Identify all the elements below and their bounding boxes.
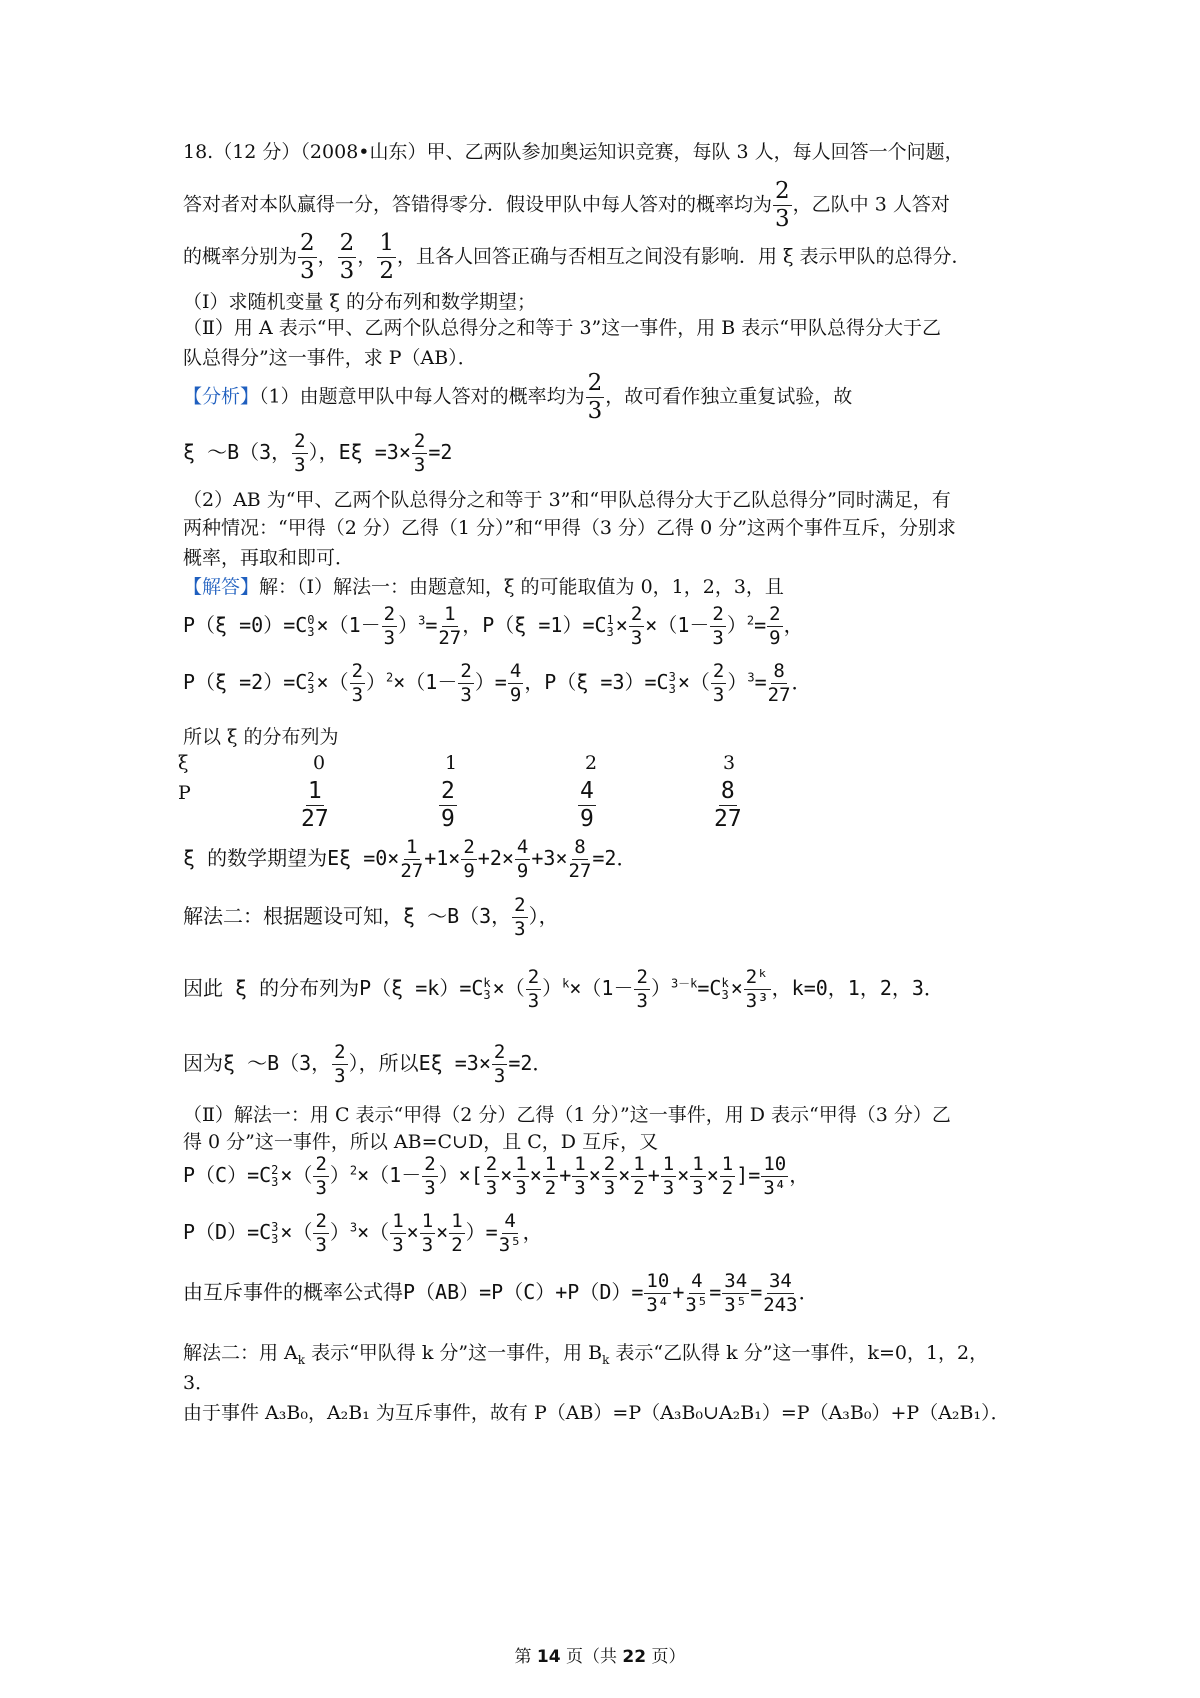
prob-formula-0-1: P（ξ =0）=C 0 3 ×（1－ $\frac{2}{3}$ ）$^3$= $\frac{1}{27}$ ，P（ξ =1）=C 1 3 × $\frac{2}{3}$ ×（1－ $\frac{2}{3}$ ）$^2$= $\frac{2}{9}$ ，	[183, 603, 804, 649]
page-footer: 第 14 页（共 22 页）	[514, 1647, 686, 1667]
current-page: 14	[536, 1647, 561, 1667]
table-row-label: P	[178, 782, 191, 804]
solution-tag: 【解答】	[183, 576, 260, 598]
method-2-expectation: 因为ξ ～B（3， $\frac{2}{3}$ ），所以Eξ =3× $\frac{2}{3}$ =2．	[183, 1041, 553, 1087]
question-2b: 队总得分”这一事件，求 P（AB）．	[183, 347, 477, 369]
problem-line-2: 答对者对本队赢得一分，答错得零分．假设甲队中每人答对的概率均为 $\frac{2}{3}$ ，乙队中 3 人答对	[183, 178, 950, 232]
problem-line-3: 的概率分别为 $\frac{2}{3}$ ， $\frac{2}{3}$ ， $\frac{1}{2}$ ，且各人回答正确与否相互之间没有影响．用 ξ 表示甲队的总得分．	[183, 230, 971, 284]
table-row-label: ξ	[178, 752, 189, 774]
table-prob: $\frac{8}{27}$	[714, 778, 742, 832]
prob-c-formula: P（C）=C 2 3 ×（ $\frac{2}{3}$ ）$^2$×（1－ $\frac{2}{3}$ ）×[ $\frac{2}{3}$ × $\frac{1}{3}$ × $\frac{1}{2}$ + $\frac{1}{3}$ × $\frac{2}{3}$ × $\frac{1}{2}$ + $\frac{1}{3}$ × $\frac{1}{3}$ × $\frac{1}{2}$ ]= $\frac{10}{\text{3⁴}}$ ，	[183, 1153, 810, 1199]
problem-line-1: 18.（12 分）（2008•山东）甲、乙两队参加奥运知识竞赛，每队 3 人，每人回答一个问题，	[183, 141, 964, 163]
table-prob: $\frac{1}{27}$	[301, 778, 329, 832]
method-3-line-2: 3．	[183, 1372, 215, 1394]
analysis-line-3: （2）AB 为“甲、乙两个队总得分之和等于 3”和“甲队总得分大于乙队总得分”同时满足，有	[183, 489, 951, 511]
table-value: 1	[445, 752, 458, 774]
method-3-line-1: 解法二：用 $A_k$ 表示“甲队得 k 分”这一事件，用 $B_k$ 表示“乙队得 k 分”这一事件，k=0，1，2，	[183, 1342, 989, 1367]
part-2-line-1: （Ⅱ）解法一：用 C 表示“甲得（2 分）乙得（1 分）”这一事件，用 D 表示“甲得（3 分）乙	[183, 1104, 951, 1126]
question-2a: （Ⅱ）用 A 表示“甲、乙两个队总得分之和等于 3”这一事件，用 B 表示“甲队总得分大于乙	[183, 317, 942, 339]
expectation-formula: ξ 的数学期望为Eξ =0× $\frac{1}{27}$ +1× $\frac{2}{9}$ +2× $\frac{4}{9}$ +3× $\frac{8}{27}$ =2．	[183, 836, 637, 882]
table-prob: $\frac{4}{9}$	[580, 778, 594, 832]
dist-title: 所以 ξ 的分布列为	[183, 726, 339, 748]
table-value: 2	[585, 752, 598, 774]
question-1: （Ⅰ）求随机变量 ξ 的分布列和数学期望；	[183, 291, 537, 313]
method-2-intro: 解法二：根据题设可知，ξ ～B（3， $\frac{2}{3}$ ），	[183, 894, 559, 940]
analysis-line-5: 概率，再取和即可．	[183, 547, 355, 569]
total-pages: 22	[622, 1647, 647, 1667]
method-2-dist: 因此 ξ 的分布列为P（ξ =k）=C k 3 ×（ $\frac{2}{3}$ ）$^k$×（1－ $\frac{2}{3}$ ）$^{3-k}$=C k 3 × $\frac{\text{2ᵏ}}{\text{3³}}$ ，k=0，1，2，3．	[183, 966, 944, 1012]
sum-formula: 由互斥事件的概率公式得P（AB）=P（C）+P（D）= $\frac{10}{\text{3⁴}}$ + $\frac{4}{\text{3⁵}}$ = $\frac{34}{\text{3⁵}}$ = $\frac{34}{243}$ ．	[183, 1270, 819, 1316]
fraction: $\frac{2}{3}$	[775, 178, 790, 232]
prob-d-formula: P（D）=C 3 3 ×（ $\frac{2}{3}$ ）$^3$×（ $\frac{1}{3}$ × $\frac{1}{3}$ × $\frac{1}{2}$ ）= $\frac{4}{\text{3⁵}}$ ，	[183, 1210, 543, 1256]
analysis-line-1: 【分析】（1）由题意甲队中每人答对的概率均为 $\frac{2}{3}$ ，故可看作独立重复试验，故	[183, 370, 853, 424]
table-prob: $\frac{2}{9}$	[441, 778, 455, 832]
table-value: 3	[723, 752, 736, 774]
analysis-line-4: 两种情况：“甲得（2 分）乙得（1 分）”和“甲得（3 分）乙得 0 分”这两个事件互斥，分别求	[183, 517, 956, 539]
solution-line-1: 【解答】解：（Ⅰ）解法一：由题意知，ξ 的可能取值为 0，1，2，3，且	[183, 576, 784, 598]
method-3-line-3: 由于事件 A₃B₀，A₂B₁ 为互斥事件，故有 P（AB）=P（A₃B₀∪A₂B₁）=P（A₃B₀）+P（A₂B₁）．	[183, 1402, 1010, 1424]
part-2-line-2: 得 0 分”这一事件，所以 AB=C∪D，且 C，D 互斥，又	[183, 1131, 659, 1153]
analysis-formula: ξ ～B（3， $\frac{2}{3}$ ），Eξ =3× $\frac{2}{3}$ =2	[183, 430, 453, 476]
analysis-tag: 【分析】	[183, 385, 260, 408]
prob-formula-2-3: P（ξ =2）=C 2 3 ×（ $\frac{2}{3}$ ）$^2$×（1－ $\frac{2}{3}$ ）= $\frac{4}{9}$ ，P（ξ =3）=C 3 3 ×（ $\frac{2}{3}$ ）$^3$= $\frac{8}{27}$ ．	[183, 660, 812, 706]
table-value: 0	[313, 752, 326, 774]
